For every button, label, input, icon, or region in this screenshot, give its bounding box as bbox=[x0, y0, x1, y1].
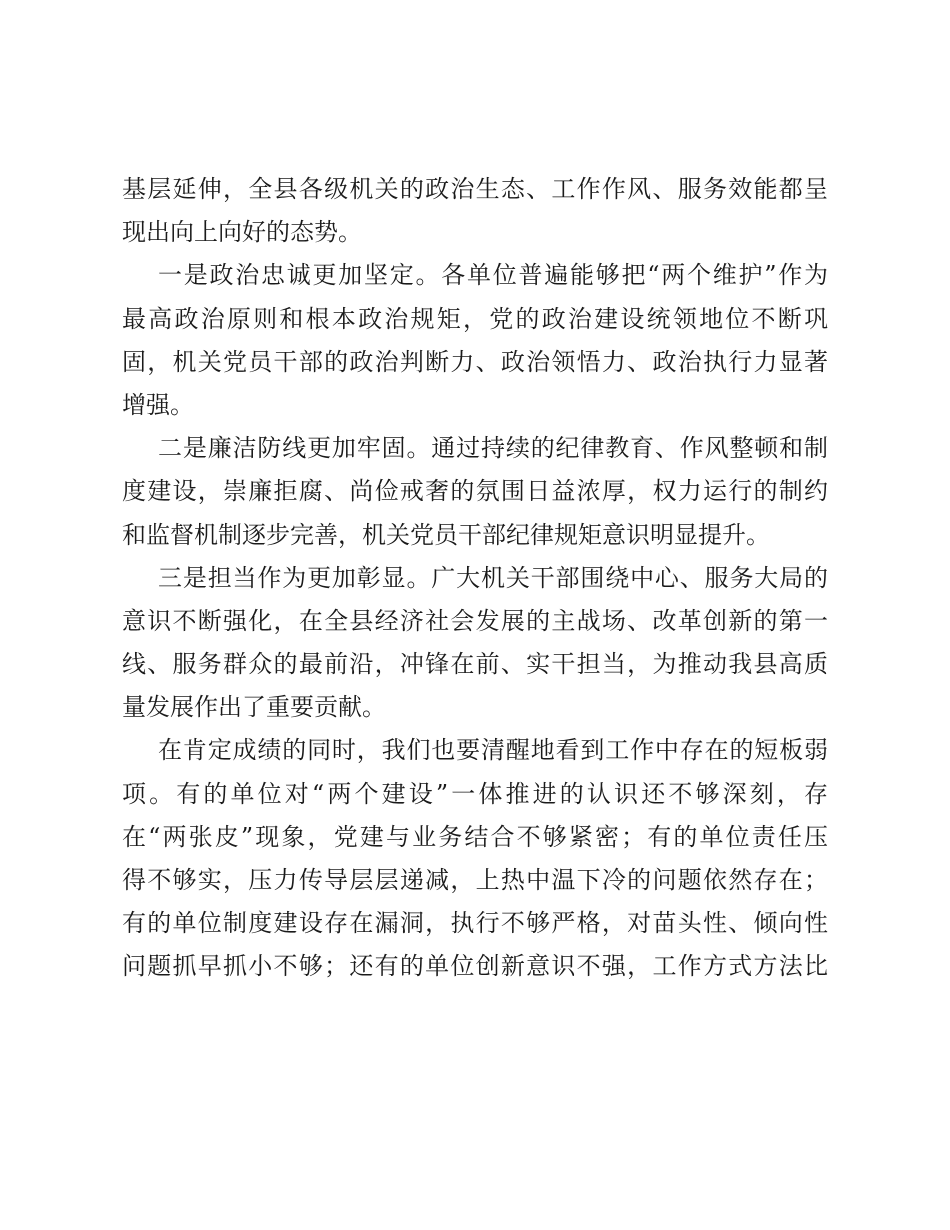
text-line: 在肯定成绩的同时，我们也要清醒地看到工作中存在的短板弱 bbox=[158, 736, 828, 765]
body-text bbox=[122, 168, 828, 989]
text-line: 三是担当作为更加彰显。广大机关干部围绕中心、服务大局的 bbox=[158, 563, 828, 592]
text-line: 最高政治原则和根本政治规矩，党的政治建设统领地位不断巩 bbox=[122, 304, 828, 333]
text-line: 增强。 bbox=[122, 390, 194, 419]
text-line: 现出向上向好的态势。 bbox=[122, 218, 362, 247]
text-line: 二是廉洁防线更加牢固。通过持续的纪律教育、作风整顿和制 bbox=[158, 434, 828, 463]
text-line: 问题抓早抓小不够；还有的单位创新意识不强，工作方式方法比 bbox=[122, 952, 828, 981]
text-line: 固，机关党员干部的政治判断力、政治领悟力、政治执行力显著 bbox=[122, 347, 828, 376]
text-line: 线、服务群众的最前沿，冲锋在前、实干担当，为推动我县高质 bbox=[122, 650, 828, 679]
text-line: 和监督机制逐步完善，机关党员干部纪律规矩意识明显提升。 bbox=[122, 520, 770, 549]
text-line: 在“两张皮”现象，党建与业务结合不够紧密；有的单位责任压 bbox=[122, 822, 828, 851]
text-line: 意识不断强化，在全县经济社会发展的主战场、改革创新的第一 bbox=[122, 606, 828, 635]
text-line: 得不够实，压力传导层层递减，上热中温下冷的问题依然存在； bbox=[122, 866, 828, 894]
text-line: 项。有的单位对“两个建设”一体推进的认识还不够深刻，存 bbox=[122, 779, 828, 808]
text-line: 度建设，崇廉拒腐、尚俭戒奢的氛围日益浓厚，权力运行的制约 bbox=[122, 477, 828, 506]
text-line: 有的单位制度建设存在漏洞，执行不够严格，对苗头性、倾向性 bbox=[122, 909, 828, 938]
text-line: 基层延伸，全县各级机关的政治生态、工作作风、服务效能都呈 bbox=[122, 175, 828, 203]
text-line: 一是政治忠诚更加坚定。各单位普遍能够把“两个维护”作为 bbox=[158, 261, 828, 290]
text-line: 量发展作出了重要贡献。 bbox=[122, 693, 386, 722]
